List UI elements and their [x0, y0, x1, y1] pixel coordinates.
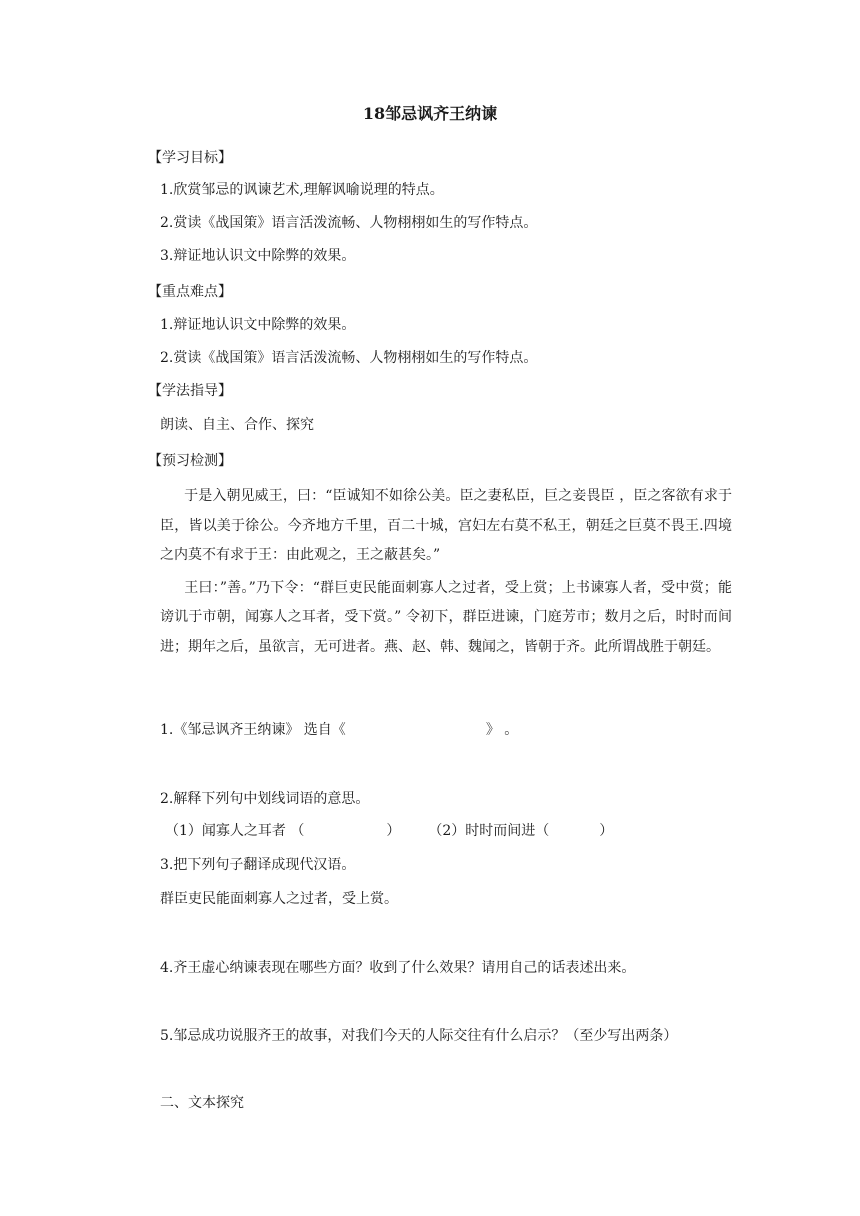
key-point: 1.辩证地认识文中除弊的效果。 — [160, 317, 356, 333]
question-5: 5.邹忌成功说服齐王的故事，对我们今天的人际交往有什么启示？（至少写出两条） — [160, 1028, 678, 1044]
key-point: 2.赏读《战国策》语言活泼流畅、人物栩栩如生的写作特点。 — [160, 350, 538, 366]
goal-item: 3.辩证地认识文中除弊的效果。 — [160, 248, 356, 264]
method-heading: 【学法指导】 — [148, 383, 232, 399]
question-2: 2.解释下列句中划线词语的意思。 — [160, 791, 370, 807]
method-text: 朗读、自主、合作、探究 — [160, 417, 314, 433]
question-2-items: （1）闻寡人之耳者 （ ） （2）时时而间进（ ） — [165, 823, 614, 839]
key-heading: 【重点难点】 — [148, 284, 232, 300]
page-title: 18邹忌讽齐王纳谏 — [362, 104, 498, 123]
goals-heading: 【学习目标】 — [148, 150, 232, 166]
passage-paragraph-1: 于是入朝见威王，曰：“臣诚知不如徐公美。臣之妻私臣，巨之妾畏臣 ，臣之客欲有求于臣，皆以美于徐公。今齐地方千里，百二十城，宫妇左右莫不私王，朝廷之巨莫不畏王.四境之内莫不有求于王：由此观之，王之蔽甚矣。” — [160, 488, 732, 563]
goal-item: 2.赏读《战国策》语言活泼流畅、人物栩栩如生的写作特点。 — [160, 215, 538, 231]
preview-heading: 【预习检测】 — [148, 453, 232, 469]
question-3: 3.把下列句子翻译成现代汉语。 — [160, 857, 356, 873]
section-2-heading: 二、文本探究 — [160, 1095, 244, 1111]
goal-item: 1.欣赏邹忌的讽谏艺术,理解讽喻说理的特点。 — [160, 182, 444, 198]
question-1: 1.《邹忌讽齐王纳谏》 选自《 》 。 — [160, 722, 519, 738]
question-3-sentence: 群臣吏民能面刺寡人之过者，受上赏。 — [160, 891, 398, 907]
passage — [160, 482, 732, 662]
question-4: 4.齐王虚心纳谏表现在哪些方面？收到了什么效果？请用自己的话表述出来。 — [160, 960, 636, 976]
passage-paragraph-2: 王曰：”善。”乃下令：“群巨吏民能面刺寡人之过者，受上赏；上书谏寡人者，受中赏；能谤讥于市朝，闻寡人之耳者，受下赏。” 令初下，群臣进谏，门庭芳市；数月之后，时时而间进；期年之后，虽欲言，无可进者。燕、赵、韩、魏闻之，皆朝于齐。此所谓战胜于朝廷。 — [160, 579, 732, 655]
